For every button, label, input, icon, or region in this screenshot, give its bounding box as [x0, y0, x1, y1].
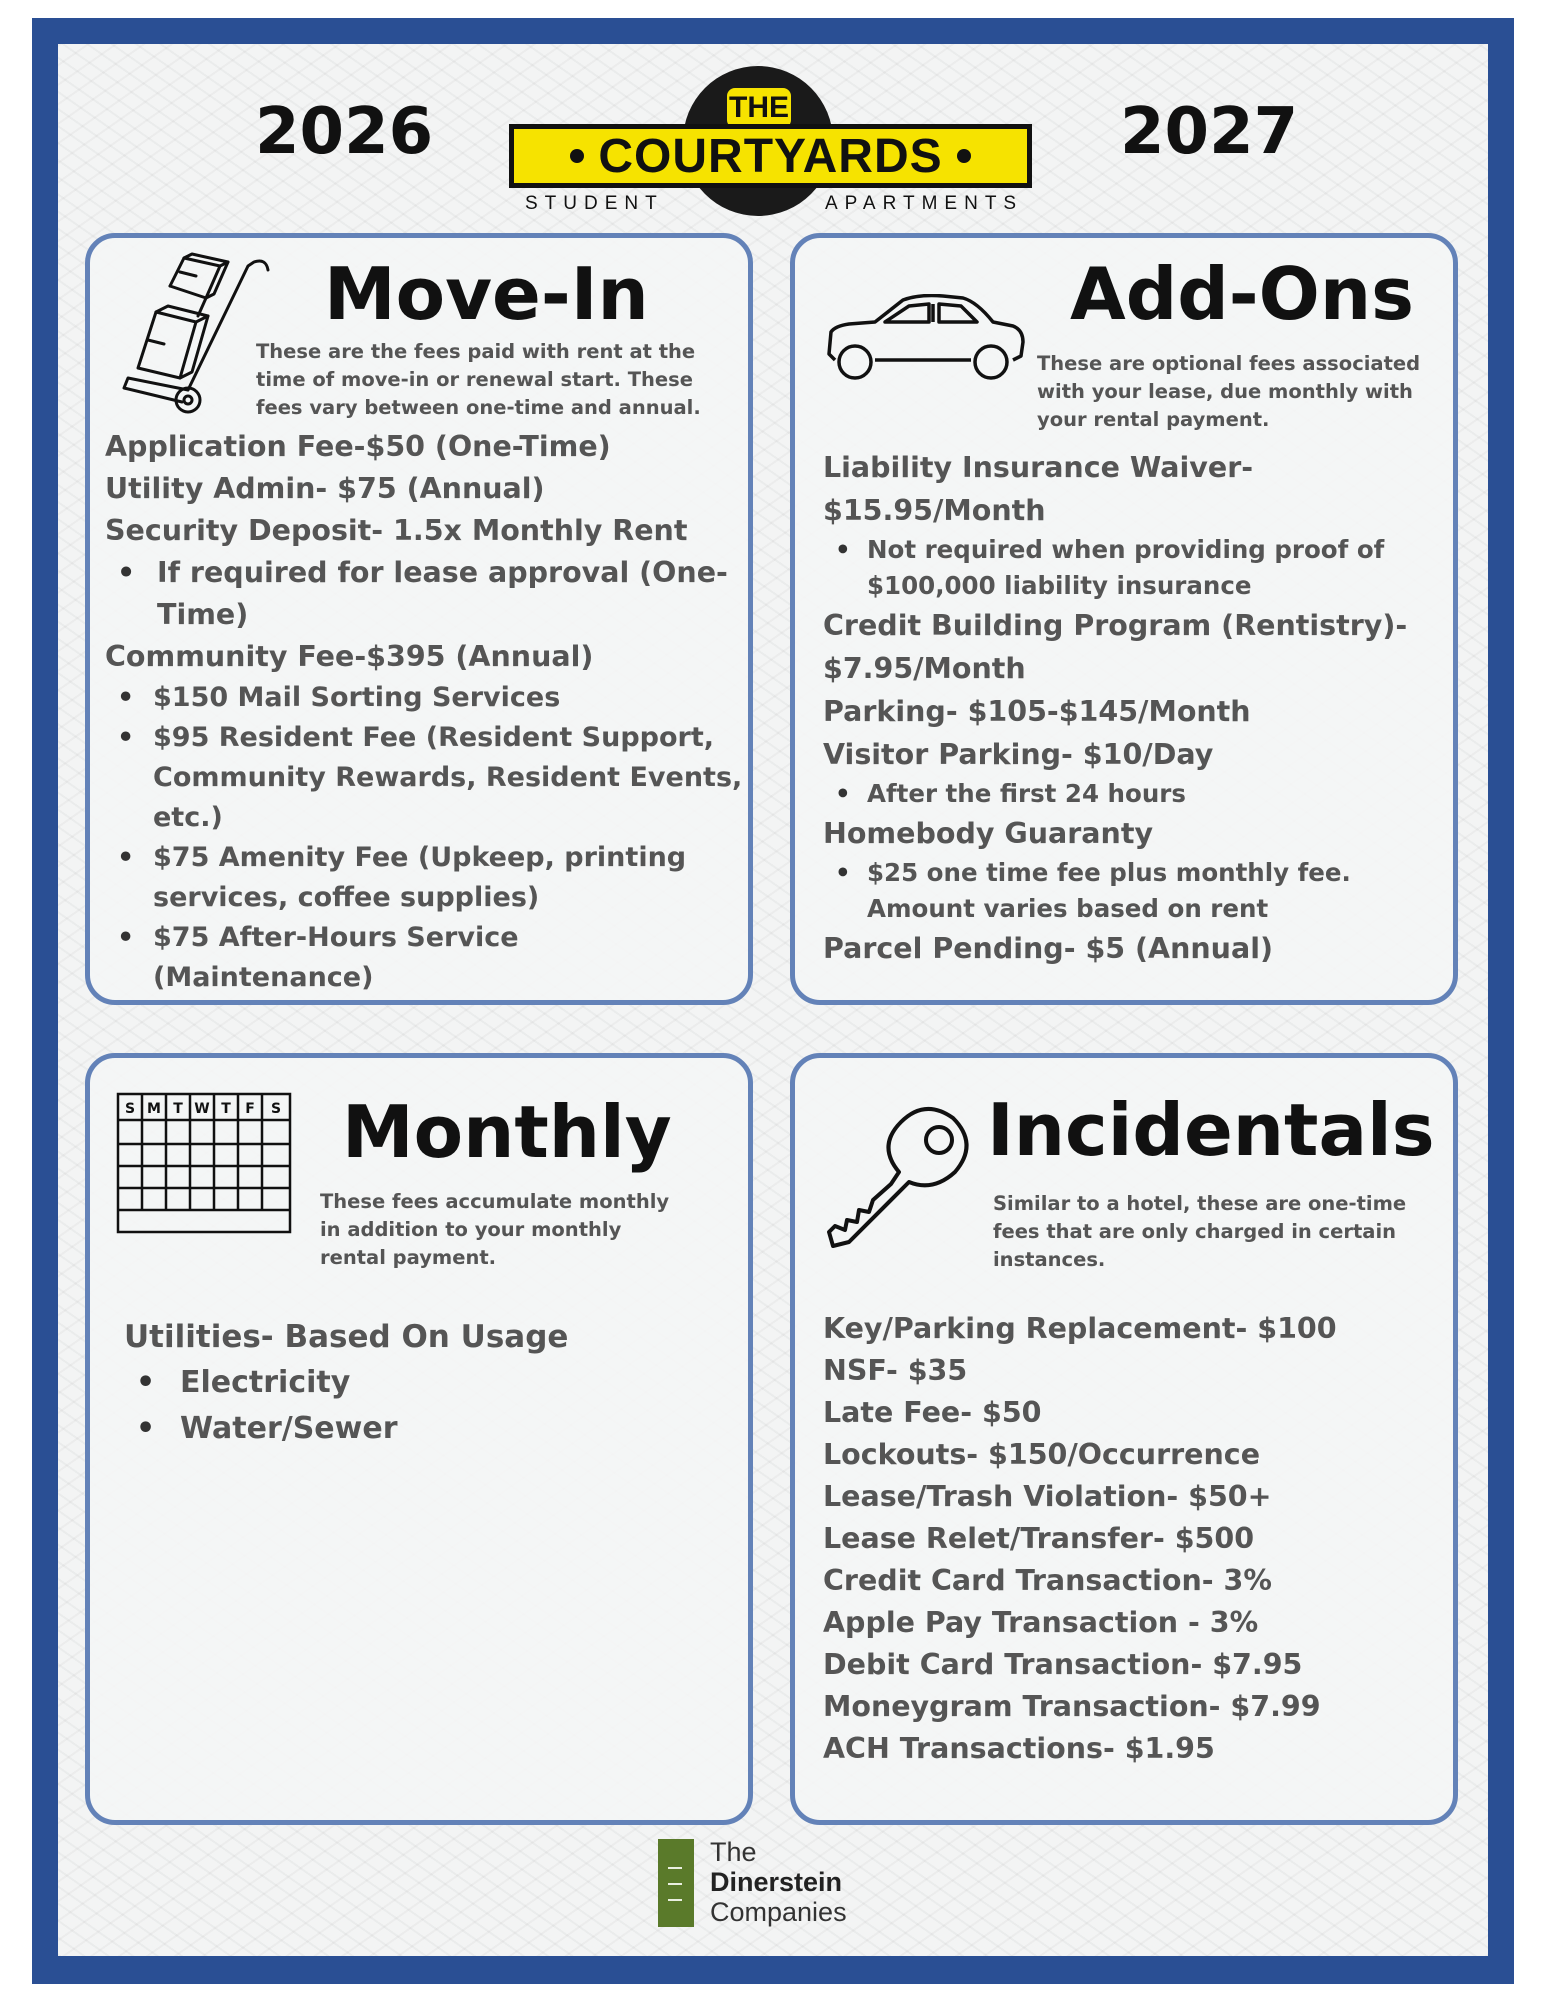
incidentals-panel — [790, 1053, 1458, 1825]
move-in-description: These are the fees paid with rent at the time of move-in or renewal start. These fees vary between one-time and annual. — [256, 340, 701, 419]
application-fee: Application Fee-$50 (One-Time) — [105, 430, 611, 463]
logo-sub-student: STUDENT — [525, 193, 664, 214]
liability-note: • Not required when providing proof of $100,000 liability insurance — [823, 532, 1443, 604]
incidental-item: Moneygram Transaction- $7.99 — [823, 1690, 1321, 1723]
dinerstein-text — [710, 1837, 847, 1927]
visitor-parking-note: • After the first 24 hours — [823, 776, 1443, 812]
logo-name: COURTYARDS — [598, 129, 943, 183]
calendar-day-fri: F — [245, 1101, 255, 1117]
add-ons-description: These are optional fees associated with your lease, due monthly with your rental payment. — [1037, 352, 1421, 431]
incidental-item: NSF- $35 — [823, 1354, 968, 1387]
community-fee: Community Fee-$395 (Annual) — [105, 640, 594, 673]
incidental-item: Debit Card Transaction- $7.95 — [823, 1648, 1303, 1681]
dinerstein-mark — [658, 1839, 694, 1927]
calendar-day-tue: T — [173, 1101, 183, 1117]
incidental-item: Lease Relet/Transfer- $500 — [823, 1522, 1255, 1555]
incidental-item: Late Fee- $50 — [823, 1396, 1042, 1429]
incidental-item: Credit Card Transaction- 3% — [823, 1564, 1272, 1597]
calendar-day-mon: M — [147, 1101, 161, 1117]
security-deposit: Security Deposit- 1.5x Monthly Rent — [105, 514, 688, 547]
monthly-description: These fees accumulate monthly in addition to your monthly rental payment. — [320, 1190, 670, 1269]
calendar-day-sat: S — [270, 1101, 282, 1117]
year-2027: 2027 — [1120, 95, 1299, 169]
parking-fee: Parking- $105-$145/Month — [823, 695, 1251, 728]
add-ons-panel — [790, 233, 1458, 1005]
calendar-day-sun: S — [124, 1101, 136, 1117]
liability-waiver: Liability Insurance Waiver- $15.95/Month — [823, 451, 1254, 527]
logo-dot-left — [570, 149, 584, 163]
logo-dot-right — [957, 149, 971, 163]
add-ons-list — [823, 446, 1443, 970]
dinerstein-logo — [658, 1835, 908, 1935]
visitor-parking: Visitor Parking- $10/Day — [823, 738, 1214, 771]
utility-water-sewer: • Water/Sewer — [124, 1406, 724, 1452]
homebody-note: • $25 one time fee plus monthly fee. Amount varies based on rent — [823, 855, 1443, 927]
monthly-title: Monthly — [342, 1090, 672, 1174]
logo-the: THE — [727, 88, 791, 128]
incidental-item: Key/Parking Replacement- $100 — [823, 1312, 1337, 1345]
incidental-item: Lease/Trash Violation- $50+ — [823, 1480, 1272, 1513]
security-deposit-note: • If required for lease approval (One-Time) — [105, 552, 745, 636]
parcel-pending: Parcel Pending- $5 (Annual) — [823, 932, 1274, 965]
key-icon — [821, 1100, 981, 1260]
logo-sub-apartments: APARTMENTS — [825, 193, 1024, 214]
incidentals-title: Incidentals — [987, 1088, 1435, 1172]
dinerstein-line2: Dinerstein — [710, 1867, 843, 1897]
utility-admin-fee: Utility Admin- $75 (Annual) — [105, 472, 545, 505]
incidental-item: Lockouts- $150/Occurrence — [823, 1438, 1261, 1471]
move-in-title: Move-In — [324, 252, 649, 336]
calendar-day-wed: W — [194, 1101, 210, 1117]
community-sub-mail: • $150 Mail Sorting Services — [105, 678, 745, 718]
incidental-item: Apple Pay Transaction - 3% — [823, 1606, 1259, 1639]
monthly-panel — [85, 1053, 753, 1825]
utility-electricity: • Electricity — [124, 1360, 724, 1406]
dinerstein-line3: Companies — [710, 1897, 847, 1927]
community-sub-amenity: • $75 Amenity Fee (Upkeep, printing services, coffee supplies) — [105, 838, 745, 918]
community-sub-resident: • $95 Resident Fee (Resident Support, Community Rewards, Resident Events, etc.) — [105, 718, 745, 838]
calendar-day-thu: T — [221, 1101, 231, 1117]
dinerstein-line1: The — [710, 1837, 757, 1867]
logo-band — [509, 124, 1032, 188]
utilities-fee: Utilities- Based On Usage — [124, 1319, 569, 1355]
calendar-icon — [116, 1092, 292, 1234]
move-in-panel — [85, 233, 753, 1005]
community-sub-after-hours: • $75 After-Hours Service (Maintenance) — [105, 918, 745, 998]
incidentals-description: Similar to a hotel, these are one-time fees that are only charged in certain instances. — [993, 1192, 1407, 1271]
move-in-list — [105, 426, 745, 998]
homebody-guaranty: Homebody Guaranty — [823, 817, 1154, 850]
courtyards-logo — [505, 60, 1035, 230]
incidentals-list — [823, 1308, 1443, 1770]
monthly-list — [124, 1314, 724, 1452]
hand-truck-icon — [118, 250, 278, 420]
credit-building: Credit Building Program (Rentistry)- $7.95/Month — [823, 609, 1408, 685]
year-2026: 2026 — [255, 95, 434, 169]
car-icon — [823, 294, 1028, 384]
incidental-item: ACH Transactions- $1.95 — [823, 1732, 1215, 1765]
add-ons-title: Add-Ons — [1070, 252, 1415, 336]
